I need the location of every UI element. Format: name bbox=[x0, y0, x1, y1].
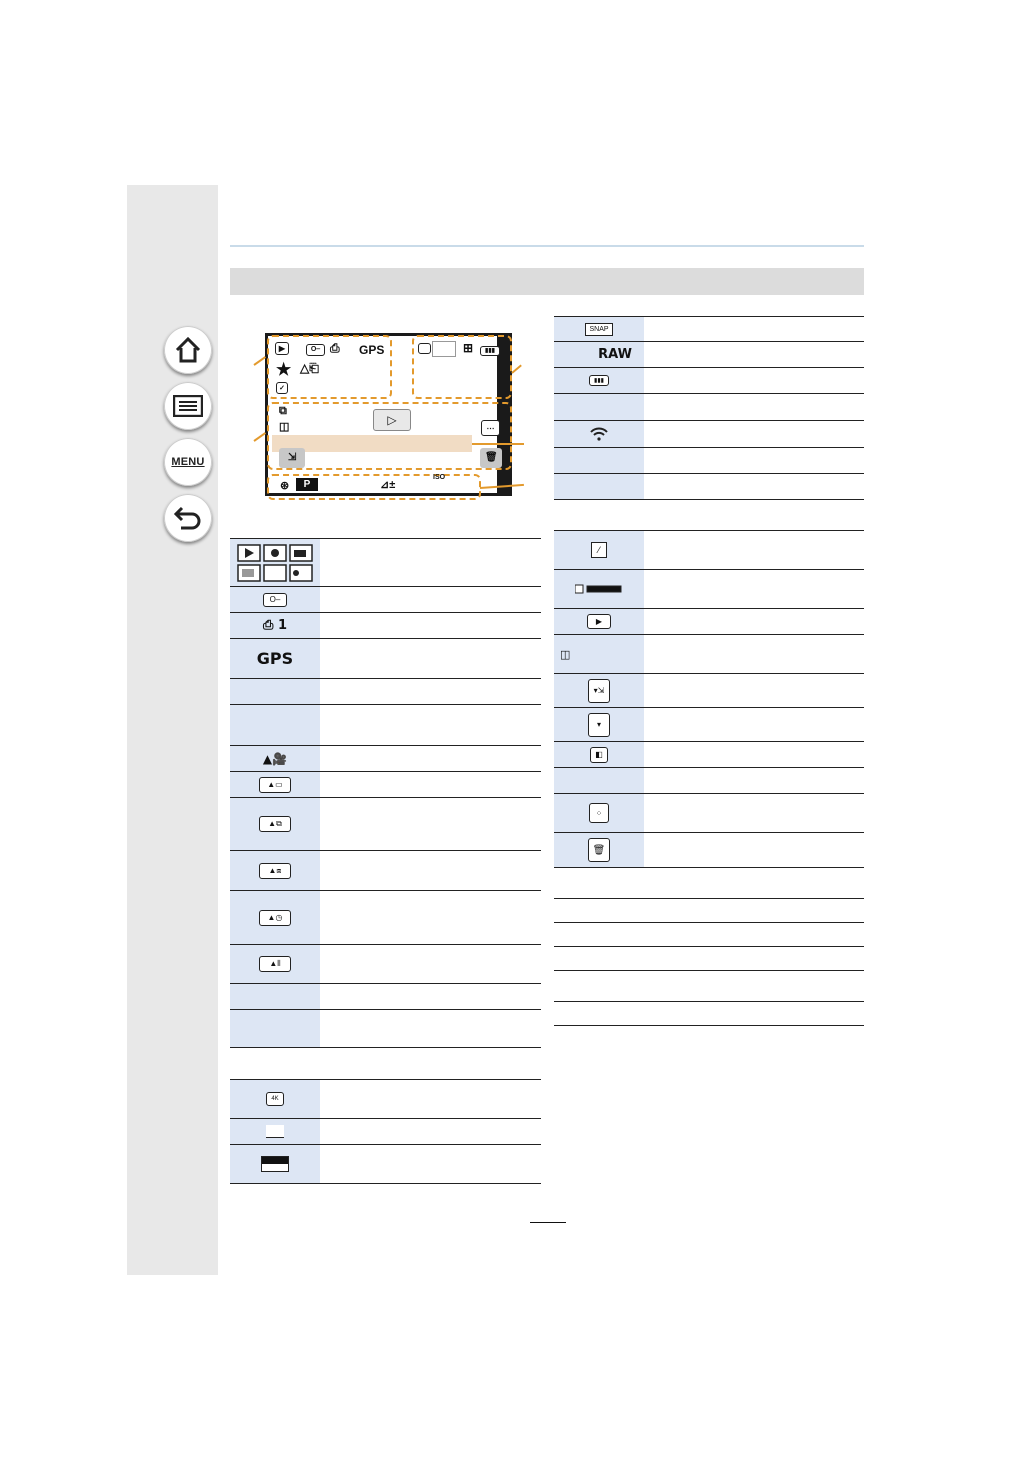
print-count: 1 bbox=[277, 618, 287, 633]
stop-motion-icon: ▲⫴ bbox=[230, 945, 320, 983]
table-row bbox=[230, 613, 541, 639]
home-icon bbox=[173, 336, 203, 364]
image-size-icon bbox=[418, 343, 431, 357]
motion-picture-icon: △⎗ bbox=[300, 361, 319, 375]
battery-icon: ▮▮▮ bbox=[554, 368, 644, 393]
self-timer-icon: ⊛ bbox=[280, 480, 290, 492]
table-row bbox=[554, 635, 864, 674]
4k-photo-icon: 4K bbox=[230, 1080, 320, 1118]
table-row bbox=[230, 705, 541, 746]
photo-frame-icon: ▲▭ bbox=[230, 772, 320, 797]
table-row bbox=[230, 891, 541, 945]
table-row bbox=[554, 768, 864, 794]
exposure-icon: ⊿± bbox=[380, 479, 396, 491]
snap-label: SNAP bbox=[585, 323, 613, 336]
protect-icon: O‒ bbox=[230, 587, 320, 612]
page-number-underline bbox=[530, 1222, 566, 1223]
travel-icon: ◫ bbox=[279, 421, 290, 433]
table-row bbox=[554, 899, 864, 923]
table-row bbox=[554, 342, 864, 368]
table-row bbox=[230, 1119, 541, 1145]
print-icon: ⎙ bbox=[330, 341, 340, 355]
table-row bbox=[230, 945, 541, 984]
table-row bbox=[554, 394, 864, 421]
table-subheading-row bbox=[230, 1048, 541, 1080]
home-button[interactable] bbox=[164, 326, 212, 374]
crop-button-icon: ▾⇲ bbox=[554, 674, 644, 707]
table-row bbox=[554, 448, 864, 474]
table-row bbox=[230, 639, 541, 679]
table-row bbox=[554, 971, 864, 1002]
blank-frame-icon bbox=[230, 1119, 320, 1144]
back-button[interactable] bbox=[164, 494, 212, 542]
table-row bbox=[554, 674, 864, 708]
quality-icon bbox=[432, 341, 456, 357]
table-row bbox=[554, 531, 864, 570]
table-row bbox=[554, 1002, 864, 1026]
callout-line bbox=[511, 365, 521, 374]
table-row bbox=[230, 538, 541, 587]
wifi-icon bbox=[554, 421, 644, 447]
aspect-icon: ⊞ bbox=[463, 341, 474, 355]
divide-icon[interactable]: ⋯ bbox=[481, 420, 500, 436]
list-icon bbox=[173, 395, 203, 417]
edit-icon: ⁄ bbox=[554, 531, 644, 569]
table-row bbox=[230, 679, 541, 705]
video-frame-icon: ▲🎥 bbox=[230, 746, 320, 771]
table-row bbox=[554, 923, 864, 947]
raw-label: RAW bbox=[598, 347, 632, 362]
text-stamp-icon: ✓ bbox=[276, 381, 288, 394]
table-row bbox=[554, 833, 864, 868]
table-row bbox=[554, 316, 864, 342]
menu-label: MENU bbox=[171, 456, 205, 468]
delete-button-icon: 🗑 bbox=[554, 833, 644, 867]
favorite-star-icon: ★ bbox=[276, 360, 292, 379]
burst-group-icon: ▲⧉ bbox=[230, 798, 320, 850]
table-row bbox=[554, 708, 864, 742]
table-row bbox=[230, 746, 541, 772]
mp4-fhd-icon bbox=[230, 1145, 320, 1183]
table-subheading-row bbox=[554, 500, 864, 531]
table-row bbox=[554, 474, 864, 500]
iso-label: ISO bbox=[433, 474, 446, 481]
section-heading-bar bbox=[230, 268, 864, 295]
callout-line bbox=[472, 443, 524, 445]
playback-icon: ▶ bbox=[275, 342, 289, 355]
table-row bbox=[554, 570, 864, 609]
edit-icon: ⧉ bbox=[279, 405, 287, 417]
table-row bbox=[230, 587, 541, 613]
table-row bbox=[554, 368, 864, 394]
battery-icon: ▮▮▮ bbox=[480, 343, 500, 356]
gps-label: GPS bbox=[359, 343, 385, 357]
progress-bar-icon bbox=[554, 570, 644, 608]
trash-icon: 🗑 bbox=[485, 452, 498, 463]
mode-badge: P bbox=[296, 478, 318, 491]
crop-icon: ⇲ bbox=[288, 452, 297, 463]
dropdown-button-icon: ▾ bbox=[554, 708, 644, 741]
divide-button-icon: ⁘ bbox=[554, 794, 644, 832]
table-row bbox=[230, 1145, 541, 1184]
header-rule bbox=[230, 245, 864, 247]
audio-icon: ◧ bbox=[554, 742, 644, 767]
table-row bbox=[554, 421, 864, 448]
table-row bbox=[230, 1010, 541, 1048]
focus-stack-icon: ▲⧈ bbox=[230, 851, 320, 890]
table-row bbox=[230, 798, 541, 851]
playback-mode-icons bbox=[230, 539, 320, 586]
table-row bbox=[554, 742, 864, 768]
contents-button[interactable] bbox=[164, 382, 212, 430]
gps-label: GPS bbox=[256, 649, 294, 668]
menu-button[interactable] bbox=[164, 438, 212, 486]
table-row bbox=[230, 1080, 541, 1119]
table-row bbox=[554, 947, 864, 971]
interval-group-icon: ▲◷ bbox=[230, 891, 320, 944]
table-row bbox=[230, 772, 541, 798]
protect-icon: O‒ bbox=[306, 342, 325, 356]
table-row bbox=[230, 984, 541, 1010]
table-row bbox=[554, 794, 864, 833]
table-row bbox=[230, 851, 541, 891]
play-button-icon: ▶ bbox=[554, 609, 644, 634]
table-row bbox=[554, 868, 864, 899]
play-button[interactable]: ▷ bbox=[373, 409, 411, 431]
table-row bbox=[554, 609, 864, 635]
back-arrow-icon bbox=[173, 505, 203, 531]
travel-icon: ◫ bbox=[554, 635, 644, 673]
print-setting-icon: ⎙ 1 bbox=[230, 613, 320, 638]
